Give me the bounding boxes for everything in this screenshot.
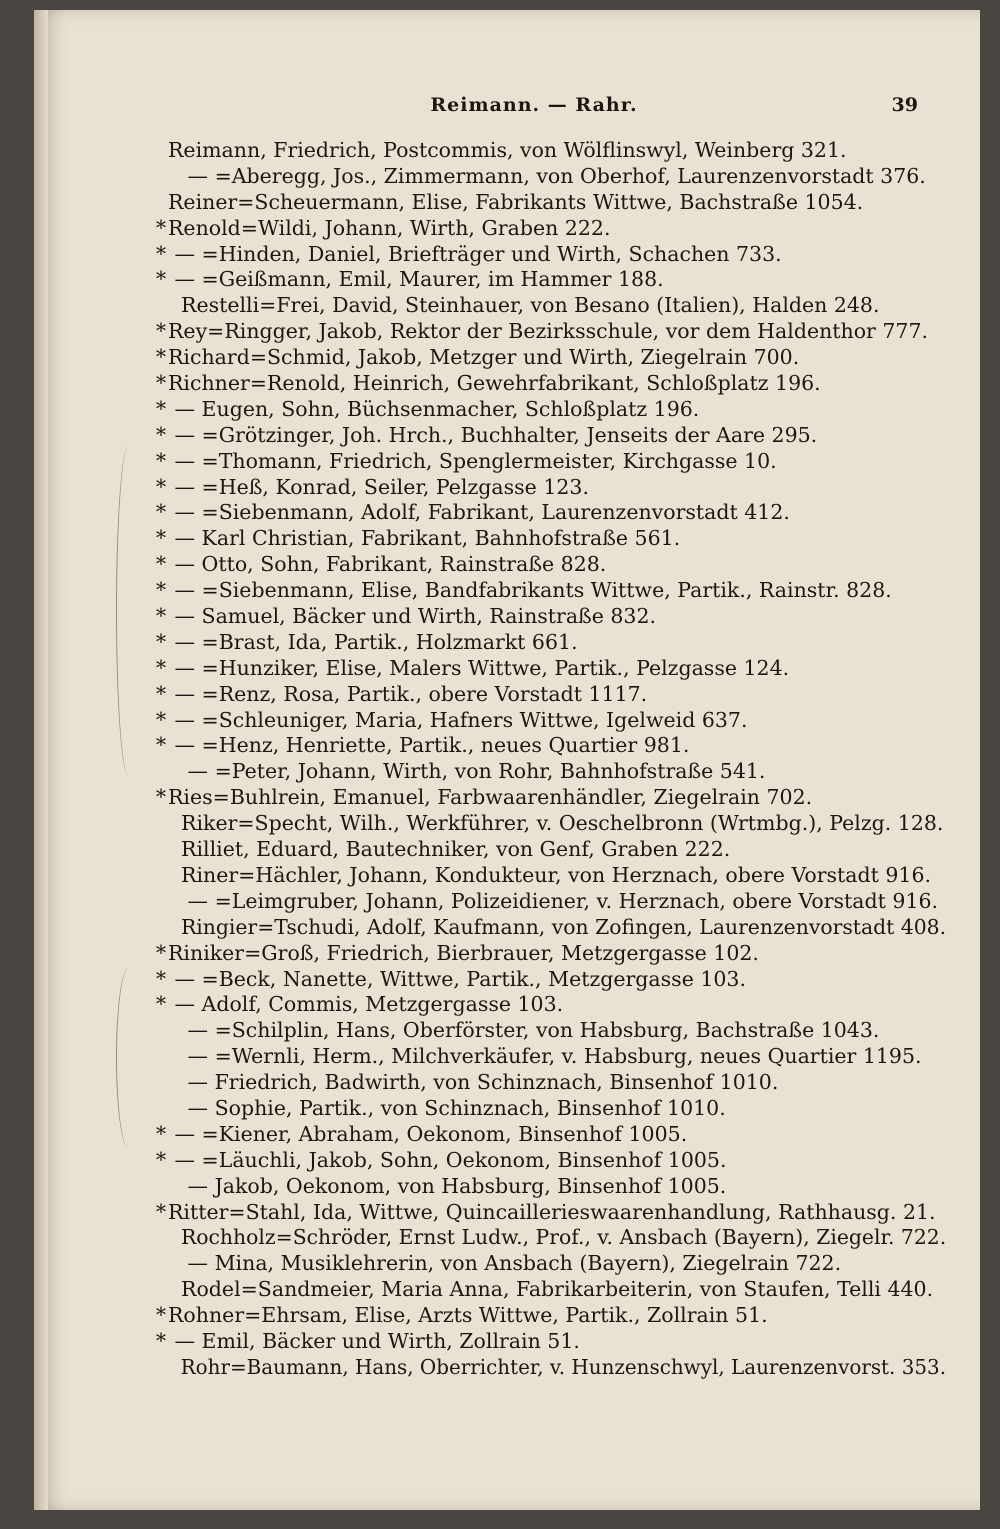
directory-entry [34,397,980,423]
directory-entry [34,423,980,449]
entry-text: Rey=Ringger, Jakob, Rektor der Bezirksschule, vor dem Haldenthor 777. [168,319,929,344]
book-page [34,10,980,1510]
directory-entry [34,1148,980,1174]
entry-text: — =Thomann, Friedrich, Spenglermeister, Kirchgasse 10. [168,448,777,473]
entry-text: Rilliet, Eduard, Bautechniker, von Genf, Graben 222. [168,837,731,862]
entry-text: — Jakob, Oekonom, von Habsburg, Binsenhof 1005. [168,1173,727,1198]
member-asterisk: * [155,241,167,266]
member-asterisk: * [155,552,167,577]
member-asterisk: * [155,396,167,421]
directory-entry [34,759,980,785]
directory-entry [34,371,980,397]
directory-entry [34,267,980,293]
member-asterisk: * [155,500,167,525]
directory-entry [34,578,980,604]
directory-entry [34,604,980,630]
entry-text: Riner=Hächler, Johann, Kondukteur, von Herznach, obere Vorstadt 916. [168,862,932,887]
entry-text: — =Geißmann, Emil, Maurer, im Hammer 188. [168,267,664,292]
directory-entry [34,1096,980,1122]
entry-text: — =Siebenmann, Elise, Bandfabrikants Wittwe, Partik., Rainstr. 828. [168,578,892,603]
entry-text: — Mina, Musiklehrerin, von Ansbach (Bayern), Ziegelrain 722. [168,1251,842,1276]
entry-text: — =Leimgruber, Johann, Polizeidiener, v. Herznach, obere Vorstadt 916. [168,888,939,913]
member-asterisk: * [155,215,167,240]
entry-text: Rohner=Ehrsam, Elise, Arzts Wittwe, Partik., Zollrain 51. [168,1303,768,1328]
member-asterisk: * [155,422,167,447]
entry-text: — =Siebenmann, Adolf, Fabrikant, Laurenzenvorstadt 412. [168,500,790,525]
directory-entry-list [34,138,980,1381]
entry-text: — Samuel, Bäcker und Wirth, Rainstraße 832. [168,604,657,629]
entry-text: — Emil, Bäcker und Wirth, Zollrain 51. [168,1328,580,1353]
directory-entry [34,1277,980,1303]
directory-entry [34,164,980,190]
directory-entry [34,941,980,967]
entry-text: Richard=Schmid, Jakob, Metzger und Wirth, Ziegelrain 700. [168,345,800,370]
entry-text: — =Grötzinger, Joh. Hrch., Buchhalter, Jenseits der Aare 295. [168,422,818,447]
entry-text: Rodel=Sandmeier, Maria Anna, Fabrikarbeiterin, von Staufen, Telli 440. [168,1277,934,1302]
entry-text: Ringier=Tschudi, Adolf, Kaufmann, von Zofingen, Laurenzenvorstadt 408. [168,914,947,939]
directory-entry [34,1070,980,1096]
directory-entry [34,138,980,164]
member-asterisk: * [155,1303,167,1328]
entry-text: — =Heß, Konrad, Seiler, Pelzgasse 123. [168,474,589,499]
directory-entry [34,1251,980,1277]
entry-text: — Karl Christian, Fabrikant, Bahnhofstraße 561. [168,526,681,551]
entry-text: — =Renz, Rosa, Partik., obere Vorstadt 1117. [168,681,648,706]
directory-entry [34,1122,980,1148]
directory-entry [34,733,980,759]
entry-text: — =Aberegg, Jos., Zimmermann, von Oberhof, Laurenzenvorstadt 376. [168,163,926,188]
directory-entry [34,293,980,319]
member-asterisk: * [155,629,167,654]
directory-entry [34,1200,980,1226]
member-asterisk: * [155,1199,167,1224]
directory-entry [34,449,980,475]
entry-text: — =Peter, Johann, Wirth, von Rohr, Bahnhofstraße 541. [168,759,766,784]
member-asterisk: * [155,966,167,991]
directory-entry [34,1225,980,1251]
directory-entry [34,785,980,811]
member-asterisk: * [155,733,167,758]
directory-entry [34,526,980,552]
member-asterisk: * [155,578,167,603]
directory-entry [34,967,980,993]
entry-text: — =Schleuniger, Maria, Hafners Wittwe, Igelweid 637. [168,707,748,732]
entry-text: Reimann, Friedrich, Postcommis, von Wölflinswyl, Weinberg 321. [168,138,847,162]
entry-text: — =Kiener, Abraham, Oekonom, Binsenhof 1005. [168,1121,688,1146]
directory-entry [34,837,980,863]
member-asterisk: * [155,1147,167,1172]
directory-entry [34,1329,980,1355]
directory-entry [34,242,980,268]
entry-text: — =Brast, Ida, Partik., Holzmarkt 661. [168,629,578,654]
directory-entry [34,656,980,682]
directory-entry [34,682,980,708]
entry-text: — =Beck, Nanette, Wittwe, Partik., Metzgergasse 103. [168,966,746,991]
entry-text: — Sophie, Partik., von Schinznach, Binsenhof 1010. [168,1095,726,1120]
entry-text: Ries=Buhlrein, Emanuel, Farbwaarenhändler, Ziegelrain 702. [168,785,813,810]
directory-entry [34,1303,980,1329]
entry-text: — Eugen, Sohn, Büchsenmacher, Schloßplatz 196. [168,396,700,421]
directory-entry [34,190,980,216]
entry-text: — Friedrich, Badwirth, von Schinznach, Binsenhof 1010. [168,1070,779,1095]
member-asterisk: * [155,992,167,1017]
directory-entry [34,500,980,526]
directory-entry [34,319,980,345]
running-header [34,94,980,124]
directory-entry [34,915,980,941]
directory-entry [34,1018,980,1044]
directory-entry [34,708,980,734]
entry-text: Riniker=Groß, Friedrich, Bierbrauer, Metzgergasse 102. [168,940,759,965]
member-asterisk: * [155,526,167,551]
entry-text: — Otto, Sohn, Fabrikant, Rainstraße 828. [168,552,607,577]
entry-text: Restelli=Frei, David, Steinhauer, von Besano (Italien), Halden 248. [168,293,880,318]
entry-text: — =Läuchli, Jakob, Sohn, Oekonom, Binsenhof 1005. [168,1147,727,1172]
member-asterisk: * [155,319,167,344]
entry-text: — =Wernli, Herm., Milchverkäufer, v. Habsburg, neues Quartier 1195. [168,1044,922,1069]
member-asterisk: * [155,940,167,965]
member-asterisk: * [155,604,167,629]
entry-text: Richner=Renold, Heinrich, Gewehrfabrikant, Schloßplatz 196. [168,371,821,396]
member-asterisk: * [155,448,167,473]
directory-entry [34,216,980,242]
entry-text: Rohr=Baumann, Hans, Oberrichter, v. Hunzenschwyl, Laurenzenvorst. 353. [168,1354,947,1379]
entry-text: Riker=Specht, Wilh., Werkführer, v. Oeschelbronn (Wrtmbg.), Pelzg. 128. [168,811,944,836]
entry-text: — =Henz, Henriette, Partik., neues Quartier 981. [168,733,690,758]
directory-entry [34,811,980,837]
member-asterisk: * [155,371,167,396]
directory-entry [34,889,980,915]
member-asterisk: * [155,1328,167,1353]
directory-entry [34,475,980,501]
directory-entry [34,1044,980,1070]
directory-entry [34,630,980,656]
entry-text: Reiner=Scheuermann, Elise, Fabrikants Wittwe, Bachstraße 1054. [168,189,864,214]
entry-text: Ritter=Stahl, Ida, Wittwe, Quincaillerieswaarenhandlung, Rathhausg. 21. [168,1199,936,1224]
directory-entry [34,1355,980,1381]
member-asterisk: * [155,267,167,292]
member-asterisk: * [155,655,167,680]
entry-text: — =Schilplin, Hans, Oberförster, von Habsburg, Bachstraße 1043. [168,1018,880,1043]
page-number: 39 [891,94,918,116]
directory-entry [34,552,980,578]
member-asterisk: * [155,474,167,499]
directory-entry [34,992,980,1018]
member-asterisk: * [155,1121,167,1146]
entry-text: Renold=Wildi, Johann, Wirth, Graben 222. [168,215,611,240]
member-asterisk: * [155,785,167,810]
directory-entry [34,345,980,371]
member-asterisk: * [155,707,167,732]
directory-entry [34,1174,980,1200]
member-asterisk: * [155,681,167,706]
entry-text: — =Hinden, Daniel, Briefträger und Wirth, Schachen 733. [168,241,782,266]
entry-text: — =Hunziker, Elise, Malers Wittwe, Partik., Pelzgasse 124. [168,655,790,680]
header-title: Reimann. — Rahr. [430,94,638,116]
directory-entry [34,863,980,889]
member-asterisk: * [155,345,167,370]
entry-text: Rochholz=Schröder, Ernst Ludw., Prof., v. Ansbach (Bayern), Ziegelr. 722. [168,1225,947,1250]
entry-text: — Adolf, Commis, Metzgergasse 103. [168,992,564,1017]
